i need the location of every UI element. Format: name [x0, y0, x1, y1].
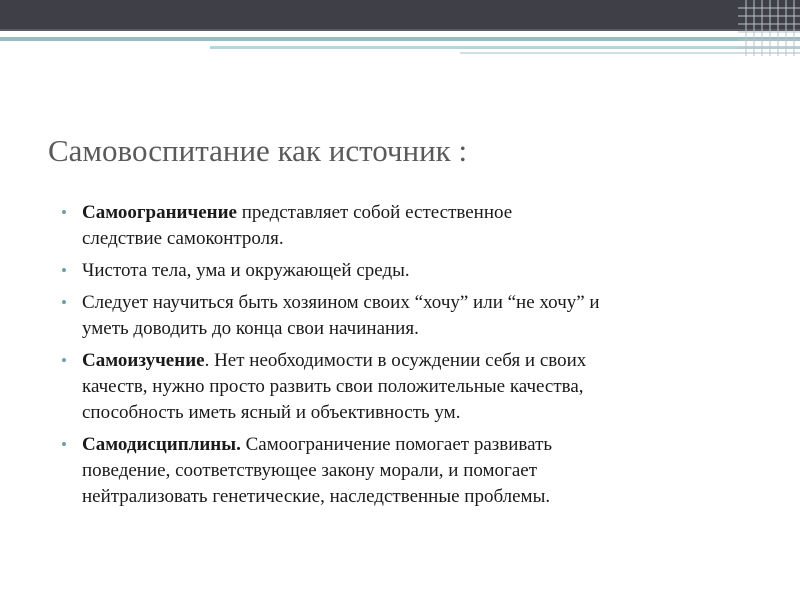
bullet-item	[61, 290, 771, 342]
bullet-bold-term: Самодисциплины.	[82, 434, 241, 455]
bullet-line	[82, 432, 771, 458]
bullet-line: нейтрализовать генетические, наследственные проблемы.	[82, 486, 551, 507]
bullet-item	[61, 200, 771, 252]
bullet-bold-term: Самоизучение	[82, 350, 205, 371]
bullet-list	[61, 200, 771, 516]
bullet-item	[61, 348, 771, 426]
bullet-line: поведение, соответствующее закону морали, и помогает	[82, 460, 537, 481]
bullet-dot-icon: •	[61, 261, 67, 280]
bullet-line: Следует научиться быть хозяином своих “хочу” или “не хочу” и	[82, 292, 600, 313]
bullet-line: Чистота тела, ума и окружающей среды.	[82, 260, 410, 281]
bullet-line: способность иметь ясный и объективность ум.	[82, 402, 461, 423]
bullet-text: Самоограничение помогает развивать	[240, 434, 553, 455]
bullet-line: уметь доводить до конца свои начинания.	[82, 318, 419, 339]
bullet-dot-icon: •	[61, 203, 67, 222]
grid-pattern-decoration	[738, 0, 800, 56]
bullet-dot-icon: •	[61, 351, 67, 370]
bullet-item	[61, 258, 771, 284]
bullet-text: представляет собой естественное	[236, 202, 513, 223]
bullet-line: качеств, нужно просто развить свои положительные качества,	[82, 376, 584, 397]
bullet-text: . Нет необходимости в осуждении себя и своих	[204, 350, 587, 371]
bullet-dot-icon: •	[61, 293, 67, 312]
bullet-bold-term: Самоограничение	[82, 202, 237, 223]
accent-line	[210, 46, 800, 49]
bullet-line	[82, 348, 771, 374]
bullet-dot-icon: •	[61, 435, 67, 454]
top-band-highlight	[0, 29, 800, 31]
slide-title: Самовоспитание как источник :	[48, 133, 468, 168]
accent-line	[0, 37, 800, 41]
top-decorative-band	[0, 0, 800, 31]
bullet-line: следствие самоконтроля.	[82, 228, 284, 249]
bullet-line	[82, 200, 771, 226]
bullet-item	[61, 432, 771, 510]
grid-pattern-icon	[738, 0, 800, 56]
